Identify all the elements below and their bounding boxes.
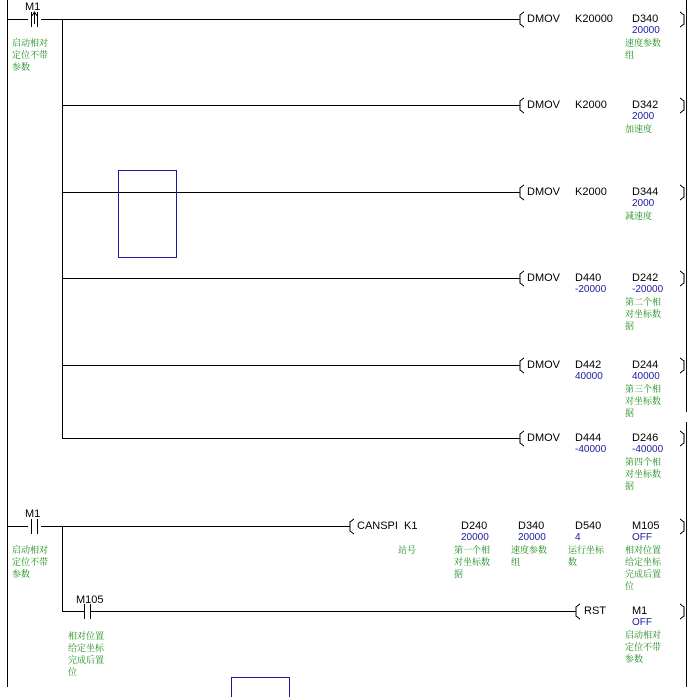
instruction-dst[interactable]: D340: [632, 13, 659, 25]
instruction-op[interactable]: DMOV: [527, 272, 560, 284]
dst-comment: 第二个相 对坐标数 据: [625, 297, 662, 331]
arg-comment: 站号: [398, 545, 417, 555]
selection-cursor[interactable]: [118, 170, 177, 258]
arg-comment: 相对位置 给定坐标 完成后置 位: [625, 545, 662, 591]
instruction-src[interactable]: D442: [575, 359, 602, 371]
contact-label: M1: [25, 508, 41, 520]
dst-value: 20000: [632, 25, 660, 36]
instruction-op[interactable]: DMOV: [527, 13, 560, 25]
instruction-src[interactable]: K2000: [575, 99, 607, 111]
dst-value: 2000: [632, 111, 655, 122]
instruction-src[interactable]: D444: [575, 432, 602, 444]
arg-name[interactable]: K1: [404, 520, 418, 532]
src-value: -40000: [575, 444, 607, 455]
dst-comment: 减速度: [625, 211, 653, 221]
arg-value: OFF: [632, 532, 652, 543]
arg-value: 20000: [461, 532, 489, 543]
contact-label: M1: [25, 1, 41, 13]
dst-comment: 加速度: [625, 124, 653, 134]
instruction-dst[interactable]: D244: [632, 359, 659, 371]
arg-name[interactable]: D540: [575, 520, 602, 532]
instruction-op[interactable]: DMOV: [527, 432, 560, 444]
dst-comment: 第三个相 对坐标数 据: [625, 384, 662, 418]
contact-comment: 相对位置 给定坐标 完成后置 位: [68, 631, 105, 677]
arg-comment: 运行坐标 数: [568, 545, 605, 567]
dst-comment: 第四个相 对坐标数 据: [625, 457, 662, 491]
arg-comment: 速度参数 组: [511, 545, 548, 567]
dst-value: 2000: [632, 198, 655, 209]
instruction-dst[interactable]: D242: [632, 272, 659, 284]
instruction-dst[interactable]: D344: [632, 186, 659, 198]
instruction-src[interactable]: D440: [575, 272, 602, 284]
dst-value: -20000: [632, 284, 664, 295]
arg-name[interactable]: M105: [632, 520, 660, 532]
instruction-src[interactable]: K2000: [575, 186, 607, 198]
rst-target-value: OFF: [632, 617, 652, 628]
rst-target-comment: 启动相对 定位不带 参数: [625, 630, 662, 664]
contact-comment: 启动相对 定位不带 参数: [12, 38, 49, 72]
rst-target[interactable]: M1: [632, 605, 648, 617]
instruction-dst[interactable]: D246: [632, 432, 659, 444]
arg-value: 4: [575, 532, 581, 543]
instruction-dst[interactable]: D342: [632, 99, 659, 111]
selection-cursor-partial[interactable]: [231, 677, 290, 697]
arg-name[interactable]: D240: [461, 520, 488, 532]
arg-comment: 第一个相 对坐标数 据: [454, 545, 491, 579]
instruction-op[interactable]: RST: [584, 605, 606, 617]
src-value: -20000: [575, 284, 607, 295]
instruction-op[interactable]: DMOV: [527, 359, 560, 371]
instruction-op[interactable]: DMOV: [527, 186, 560, 198]
dst-comment: 速度参数 组: [625, 38, 662, 60]
instruction-op[interactable]: DMOV: [527, 99, 560, 111]
dst-value: 40000: [632, 371, 660, 382]
instruction-src[interactable]: K20000: [575, 13, 613, 25]
arg-value: 20000: [518, 532, 546, 543]
contact-label: M105: [76, 594, 104, 606]
instruction-op[interactable]: CANSPI: [357, 520, 398, 532]
contact-comment: 启动相对 定位不带 参数: [12, 545, 49, 579]
arg-name[interactable]: D340: [518, 520, 545, 532]
src-value: 40000: [575, 371, 603, 382]
dst-value: -40000: [632, 444, 664, 455]
